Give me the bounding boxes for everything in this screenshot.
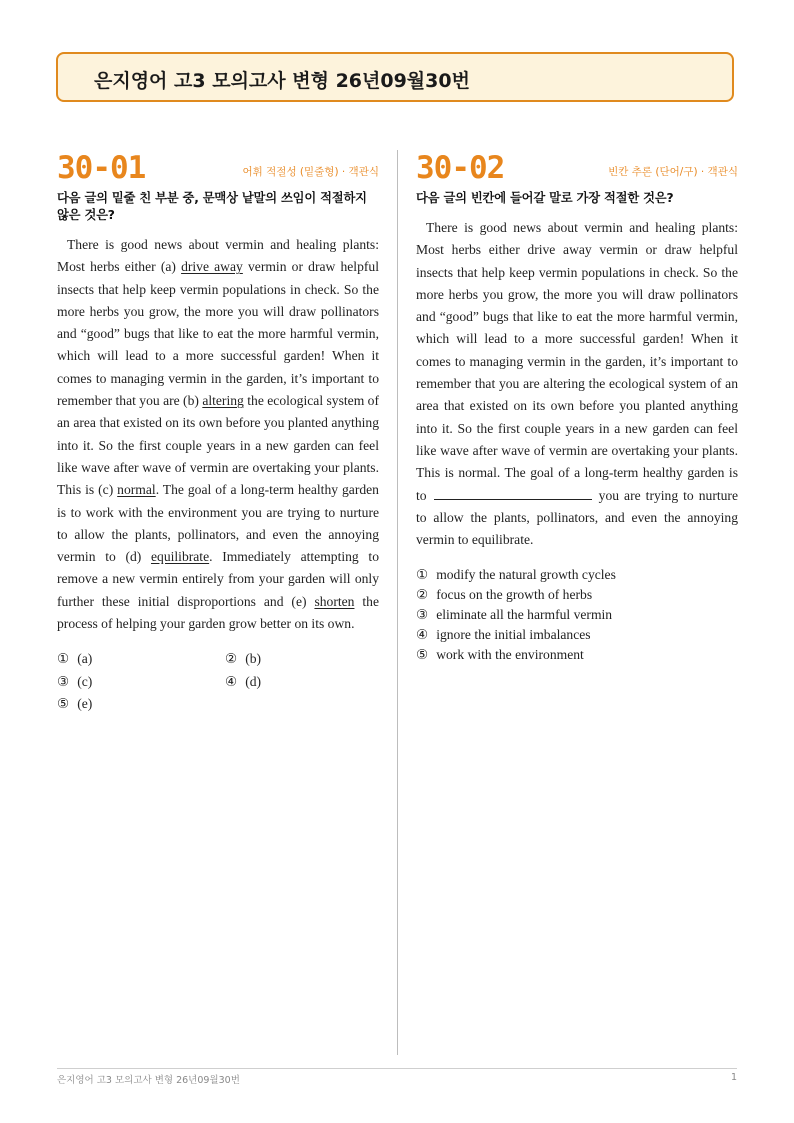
passage-text: vermin or draw helpful insects that help keep vermin populations in check. So the more herbs you grow, the more you will draw pollinators and “good” bugs that like to eat the more harmful vermin, which will lead to a more successful garden! When it comes to managing vermin in the garden, it’s important to remember that you are (b) [57, 259, 379, 409]
question-type: 빈칸 추론 (단어/구) · 객관식 [608, 166, 738, 178]
header-banner [56, 52, 734, 102]
footer-title: 은지영어 고3 모의고사 변형 26년09월30번 [57, 1075, 240, 1086]
passage-text: the ecological system of an area that existed on its own before you planted anything into it. So the first couple years in a new garden can feel like wave after wave of vermin are overtaking your plants. This is (c) [57, 393, 379, 498]
question-30-02 [416, 150, 738, 664]
choice-3[interactable]: ③ eliminate all the harmful vermin [416, 607, 613, 623]
passage-text: the process of helping your garden grow better on its own. [57, 593, 379, 632]
page-title: 은지영어 고3 모의고사 변형 26년09월30번 [94, 70, 470, 92]
answer-choices [57, 649, 379, 715]
choice-2[interactable]: ② focus on the growth of herbs [416, 587, 593, 603]
underlined-word-a: drive away [181, 259, 243, 275]
page-number: 1 [730, 1072, 737, 1083]
choice-4[interactable]: ④ ignore the initial imbalances [416, 626, 591, 642]
footer-rule [57, 1068, 737, 1069]
choice-5[interactable]: ⑤ work with the environment [416, 646, 584, 662]
choice-2[interactable]: ② (b) [225, 651, 262, 667]
column-divider [397, 150, 398, 1055]
underlined-word-c: normal [117, 482, 156, 498]
underlined-word-b: altering [202, 393, 244, 409]
choice-5[interactable]: ⑤ (e) [57, 696, 93, 712]
question-prompt: 다음 글의 빈칸에 들어갈 말로 가장 적절한 것은? [416, 191, 674, 205]
passage-text: . The goal of a long-term healthy garden is to work with the environment you are trying to nurture to allow the plants, pollinators, and even the annoying vermin to (d) [57, 482, 379, 565]
answer-blank [434, 487, 592, 500]
passage [57, 234, 379, 635]
question-header [57, 150, 379, 190]
question-header [416, 150, 738, 190]
underlined-word-e: shorten [314, 593, 355, 609]
underlined-word-d: equilibrate [150, 549, 210, 565]
passage [416, 217, 738, 551]
question-number: 30-01 [57, 150, 146, 186]
passage-text: you are trying to nurture to allow the plants, pollinators, and even the annoying vermin to equilibrate. [416, 487, 738, 548]
passage-text: There is good news about vermin and healing plants: Most herbs either drive away vermin or draw helpful insects that help keep vermin populations in check. So the more herbs you grow, the more you will draw pollinators and “good” bugs that like to eat the more harmful vermin, which will lead to a more successful garden! When it comes to managing vermin in the garden, it’s important to remember that you are altering the ecological system of an area that existed on its own before you planted anything into it. So the first couple years in a new garden can feel like wave after wave of vermin are overtaking your plants. This is normal. The goal of a long-term healthy garden is to [416, 220, 738, 503]
question-30-01 [57, 150, 379, 715]
choice-1[interactable]: ① modify the natural growth cycles [416, 567, 616, 583]
passage-text: There is good news about vermin and healing plants: Most herbs either (a) [57, 237, 379, 275]
choice-4[interactable]: ④ (d) [225, 673, 262, 689]
question-prompt: 다음 글의 밑줄 친 부분 중, 문맥상 낱말의 쓰임이 적절하지 않은 것은? [57, 191, 367, 222]
passage-text: . Immediately attempting to remove a new vermin entirely from your garden will only further these initial disproportions and (e) [57, 549, 379, 609]
answer-choices [416, 565, 738, 664]
choice-1[interactable]: ① (a) [57, 651, 93, 667]
choice-3[interactable]: ③ (c) [57, 673, 93, 689]
question-type: 어휘 적절성 (밑줄형) · 객관식 [242, 166, 379, 178]
question-number: 30-02 [416, 150, 505, 186]
